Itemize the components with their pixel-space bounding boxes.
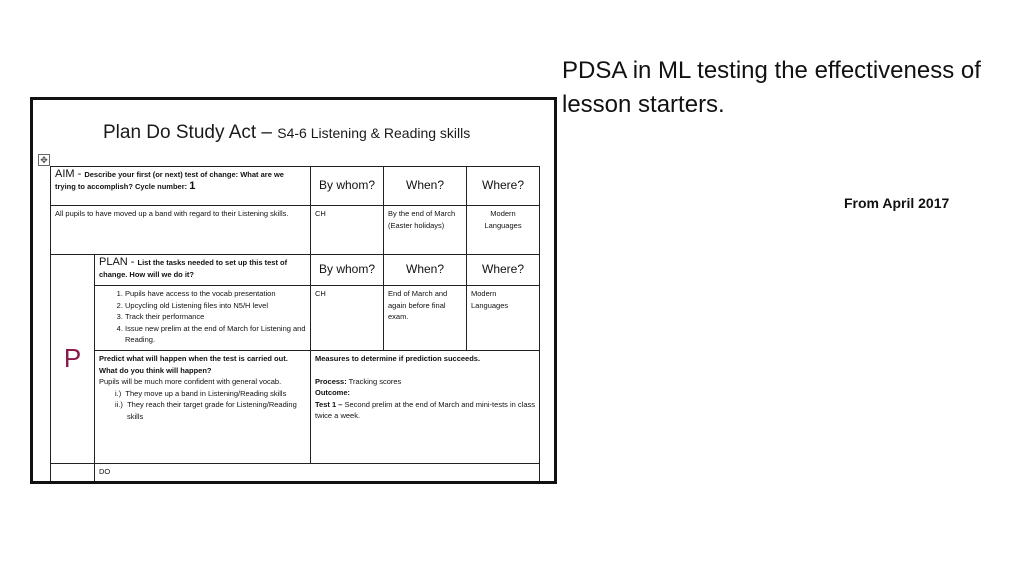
- slide-title: PDSA in ML testing the effectiveness of lesson starters.: [562, 57, 981, 118]
- header-by-whom: By whom?: [311, 167, 384, 206]
- document-heading-sub: S4-6 Listening & Reading skills: [277, 125, 471, 141]
- plan-label: PLAN -: [99, 256, 138, 268]
- aim-label: AIM -: [55, 168, 85, 180]
- aim-header-row: [51, 167, 540, 206]
- cycle-number: 1: [189, 179, 196, 192]
- date-note: From April 2017: [844, 195, 950, 211]
- measures-test: [315, 399, 535, 422]
- predict-item-text: They reach their target grade for Listening/Reading skills: [127, 400, 297, 421]
- aim-content-row: [51, 206, 540, 255]
- plan-task: 4. Issue new prelim at the end of March for Listening and Reading.: [125, 323, 306, 346]
- test-text: Second prelim at the end of March and mini-tests in class twice a week.: [315, 399, 535, 420]
- aim-when: By the end of March (Easter holidays): [384, 206, 467, 255]
- aim-by-whom: CH: [311, 206, 384, 255]
- predict-item-num: i.): [115, 388, 122, 398]
- plan-task: 3. Track their performance: [125, 311, 306, 323]
- plan-prompt-cell: [95, 255, 311, 286]
- plan-task: 2. Upcycling old Listening files into N5/H level: [125, 300, 306, 312]
- document-heading: [103, 122, 470, 144]
- plan-content-row: [51, 286, 540, 351]
- pdsa-document-image: [30, 97, 557, 484]
- document-heading-main: Plan Do Study Act –: [103, 122, 278, 143]
- plan-task-list: [99, 288, 306, 346]
- measures-cell: [311, 351, 540, 464]
- process-label: Process:: [315, 376, 347, 386]
- predict-list: [99, 388, 306, 423]
- predict-item: [115, 388, 306, 400]
- test-label: Test 1 –: [315, 399, 343, 409]
- outcome-label: Outcome:: [315, 388, 351, 397]
- plan-when: End of March and again before final exam.: [384, 286, 467, 351]
- do-left-cell: [51, 464, 95, 485]
- pdsa-table: [50, 166, 540, 484]
- predict-item-num: ii.): [115, 400, 123, 409]
- aim-text: All pupils to have moved up a band with regard to their Listening skills.: [51, 206, 311, 255]
- plan-task: 1. Pupils have access to the vocab presentation: [125, 288, 306, 300]
- predict-item-text: They move up a band in Listening/Reading skills: [125, 388, 287, 398]
- predict-heading: Predict what will happen when the test is carried out. What do you think will happen?: [99, 354, 288, 375]
- plan-where: Modern Languages: [467, 286, 540, 351]
- plan-header-row: [51, 255, 540, 286]
- plan-tasks-cell: [95, 286, 311, 351]
- plan-header-when: When?: [384, 255, 467, 286]
- process-text: Tracking scores: [348, 376, 402, 386]
- predict-row: [51, 351, 540, 464]
- do-row: [51, 464, 540, 485]
- aim-where: Modern Languages: [467, 206, 540, 255]
- predict-intro: Pupils will be much more confident with general vocab.: [99, 377, 282, 386]
- plan-prompt: List the tasks needed to set up this test of change. How will we do it?: [99, 258, 288, 279]
- p-letter: P: [51, 255, 95, 464]
- plan-header-by-whom: By whom?: [311, 255, 384, 286]
- plan-by-whom: CH: [311, 286, 384, 351]
- measures-heading: Measures to determine if prediction succeeds.: [315, 354, 481, 363]
- measures-process: [315, 376, 535, 388]
- aim-prompt: Describe your first (or next) test of change: What are we trying to accomplish? Cycle number:: [55, 170, 284, 191]
- table-move-handle-icon: ✥: [38, 154, 50, 166]
- header-when: When?: [384, 167, 467, 206]
- predict-cell: [95, 351, 311, 464]
- header-where: Where?: [467, 167, 540, 206]
- predict-item: [115, 399, 306, 422]
- plan-header-where: Where?: [467, 255, 540, 286]
- do-label: DO: [95, 464, 540, 485]
- aim-prompt-cell: [51, 167, 311, 206]
